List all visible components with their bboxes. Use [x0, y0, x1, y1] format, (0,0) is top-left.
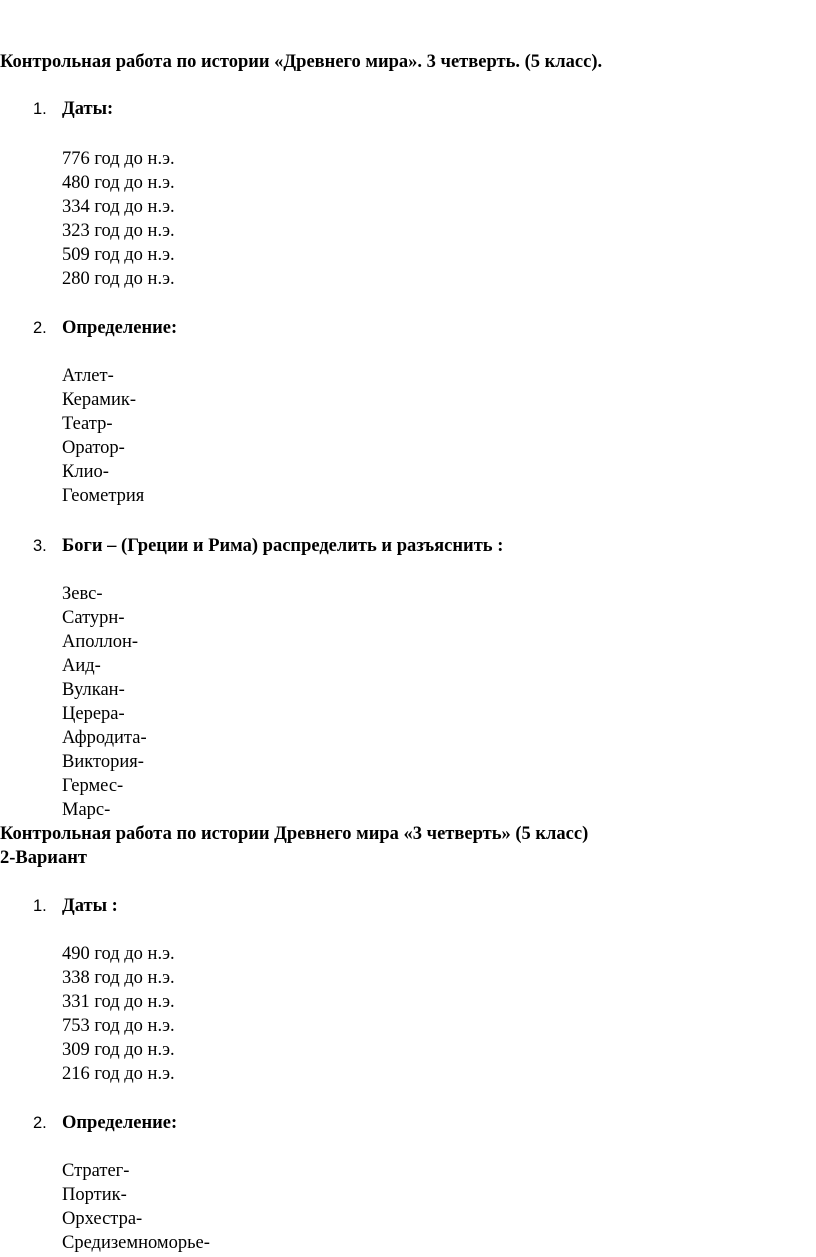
section-heading-dates: Даты :: [62, 896, 118, 916]
list-item: 323 год до н.э.: [62, 221, 175, 241]
list-item: Геометрия: [62, 486, 145, 506]
list-item: Средиземноморье-: [62, 1233, 210, 1253]
section-number: 1.: [33, 100, 47, 118]
section-number: 2.: [33, 1114, 47, 1132]
list-item: Стратег-: [62, 1161, 130, 1181]
list-item: 490 год до н.э.: [62, 944, 175, 964]
section-heading-definitions: Определение:: [62, 318, 178, 338]
list-item: Церера-: [62, 704, 125, 724]
section-heading-dates: Даты:: [62, 99, 114, 119]
list-item: Керамик-: [62, 390, 137, 410]
list-item: 280 год до н.э.: [62, 269, 175, 289]
list-item: Оратор-: [62, 438, 125, 458]
list-item: Атлет-: [62, 366, 114, 386]
list-item: 509 год до н.э.: [62, 245, 175, 265]
list-item: Зевс-: [62, 584, 103, 604]
list-item: Виктория-: [62, 752, 144, 772]
variant1-title: Контрольная работа по истории «Древнего мира». 3 четверть. (5 класс).: [0, 52, 603, 72]
list-item: 480 год до н.э.: [62, 173, 175, 193]
list-item: Аполлон-: [62, 632, 139, 652]
section-heading-gods: Боги – (Греции и Рима) распределить и разъяснить :: [62, 536, 504, 556]
list-item: 776 год до н.э.: [62, 149, 175, 169]
section-heading-definitions: Определение:: [62, 1113, 178, 1133]
variant2-subtitle: 2-Вариант: [0, 848, 87, 868]
section-number: 3.: [33, 537, 47, 555]
list-item: Сатурн-: [62, 608, 125, 628]
list-item: Марс-: [62, 800, 111, 820]
list-item: Гермес-: [62, 776, 124, 796]
list-item: 331 год до н.э.: [62, 992, 175, 1012]
variant2-title: Контрольная работа по истории Древнего мира «3 четверть» (5 класс): [0, 824, 589, 844]
list-item: 338 год до н.э.: [62, 968, 175, 988]
list-item: Вулкан-: [62, 680, 125, 700]
list-item: Портик-: [62, 1185, 127, 1205]
list-item: Орхестра-: [62, 1209, 143, 1229]
list-item: 216 год до н.э.: [62, 1064, 175, 1084]
list-item: 753 год до н.э.: [62, 1016, 175, 1036]
list-item: Театр-: [62, 414, 113, 434]
list-item: 309 год до н.э.: [62, 1040, 175, 1060]
list-item: 334 год до н.э.: [62, 197, 175, 217]
list-item: Клио-: [62, 462, 109, 482]
section-number: 2.: [33, 319, 47, 337]
list-item: Афродита-: [62, 728, 147, 748]
section-number: 1.: [33, 897, 47, 915]
list-item: Аид-: [62, 656, 101, 676]
